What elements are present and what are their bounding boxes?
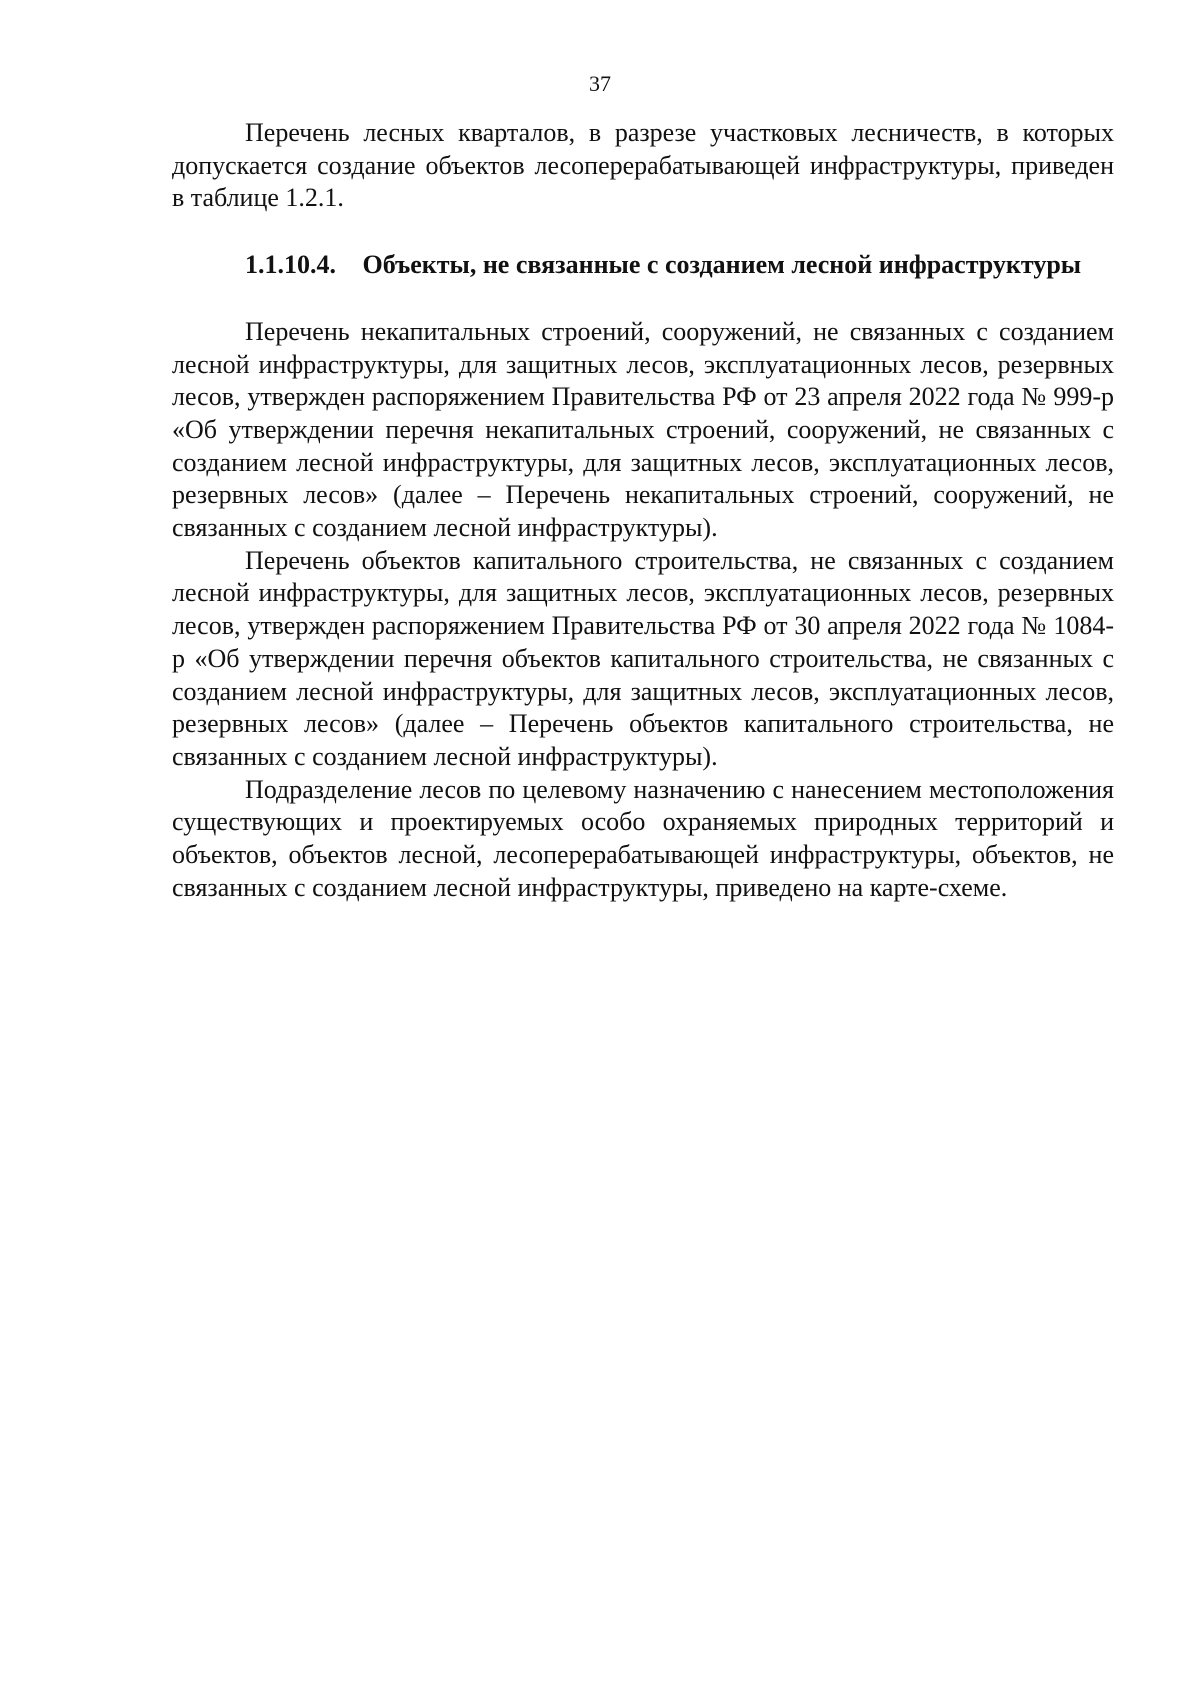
spacer [172, 282, 1114, 316]
paragraph-forest-quarters: Перечень лесных кварталов, в разрезе участковых лесничеств, в которых допускается создание объектов лесоперерабатывающей инфраструктуры, приведен в таблице 1.2.1. [172, 118, 1114, 213]
paragraph-capital-construction: Перечень объектов капитального строительства, не связанных с созданием лесной инфраструктуры, для защитных лесов, эксплуатационных лесов, резервных лесов, утвержден распоряжением Правительства РФ от 30 апреля 2022 года № 1084-р «Об утверждении перечня объектов капитального строительства, не связанных с созданием лесной инфраструктуры, для защитных лесов, эксплуатационных лесов, резервных лесов» (далее – Перечень объектов капитального строительства, не связанных с созданием лесной инфраструктуры). [172, 545, 1114, 771]
section-number: 1.1.10.4. [245, 250, 336, 280]
document-body [172, 117, 1114, 904]
section-heading [172, 249, 1114, 282]
paragraph-noncapital-structures: Перечень некапитальных строений, сооружений, не связанных с созданием лесной инфраструктуры, для защитных лесов, эксплуатационных лесов, резервных лесов, утвержден распоряжением Правительства РФ от 23 апреля 2022 года № 999-р «Об утверждении перечня некапитальных строений, сооружений, не связанных с созданием лесной инфраструктуры, для защитных лесов, эксплуатационных лесов, резервных лесов» (далее – Перечень некапитальных строений, сооружений, не связанных с созданием лесной инфраструктуры). [172, 316, 1114, 543]
page-number: 37 [589, 71, 611, 96]
paragraph-forest-subdivision: Подразделение лесов по целевому назначению с нанесением местоположения существующих и проектируемых особо охраняемых природных территорий и объектов, объектов лесной, лесоперерабатывающей инфраструктуры, объектов, не связанных с созданием лесной инфраструктуры, приведено на карте-схеме. [172, 774, 1114, 902]
section-title: Объекты, не связанные с созданием лесной инфраструктуры [362, 250, 1082, 280]
